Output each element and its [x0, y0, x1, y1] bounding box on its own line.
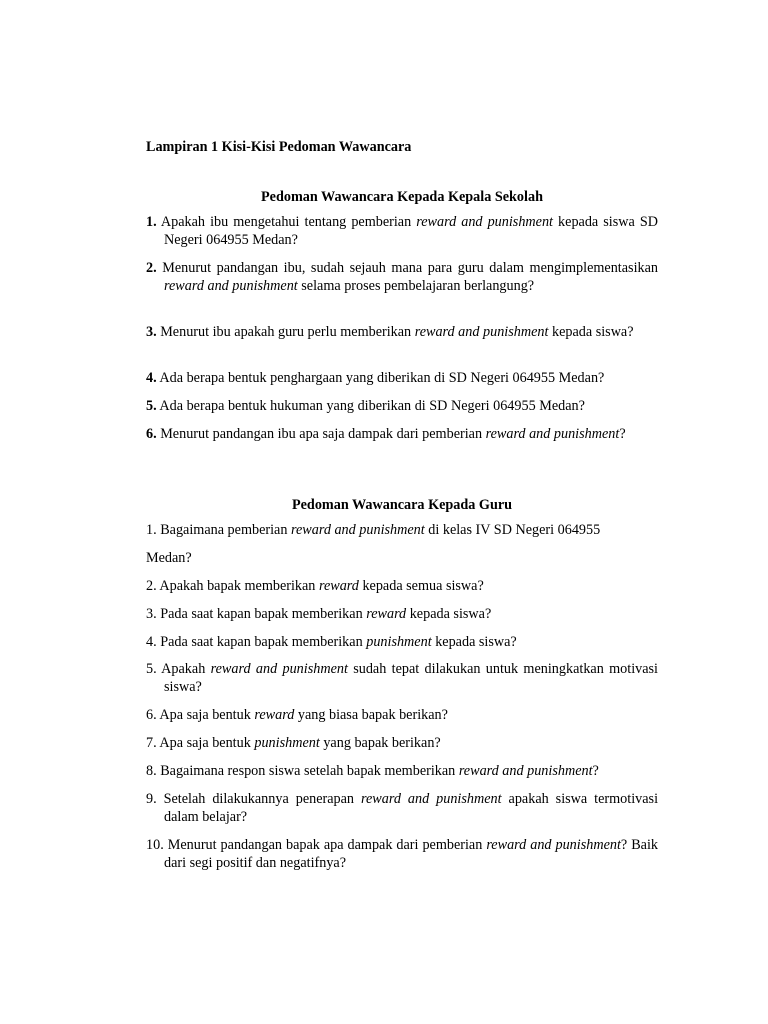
section-heading-teacher: Pedoman Wawancara Kepada Guru: [291, 497, 513, 513]
teacher-question-3: 3. Pada saat kapan bapak memberikan reward kepada siswa?: [146, 606, 492, 622]
document-title: Lampiran 1 Kisi-Kisi Pedoman Wawancara: [146, 139, 412, 155]
teacher-question-1: 1. Bagaimana pemberian reward and punishment di kelas IV SD Negeri 064955: [146, 522, 601, 538]
teacher-question-5: 5. Apakah reward and punishment sudah tepat dilakukan untuk meningkatkan motivasi siswa?: [146, 661, 658, 695]
teacher-question-1-continued: Medan?: [146, 550, 192, 566]
principal-question-2: 2. Menurut pandangan ibu, sudah sejauh mana para guru dalam mengimplementasikan reward and punishment selama proses pembelajaran berlangung?: [146, 260, 658, 294]
teacher-question-4: 4. Pada saat kapan bapak memberikan punishment kepada siswa?: [146, 634, 517, 650]
principal-question-6: 6. Menurut pandangan ibu apa saja dampak dari pemberian reward and punishment?: [146, 426, 626, 442]
teacher-question-9: 9. Setelah dilakukannya penerapan reward and punishment apakah siswa termotivasi dalam belajar?: [146, 791, 659, 825]
principal-question-1: 1. Apakah ibu mengetahui tentang pemberian reward and punishment kepada siswa SD Negeri 064955 Medan?: [146, 214, 658, 248]
section-heading-principal: Pedoman Wawancara Kepada Kepala Sekolah: [261, 189, 543, 205]
principal-question-5: 5. Ada berapa bentuk hukuman yang diberikan di SD Negeri 064955 Medan?: [146, 398, 585, 414]
teacher-question-2: 2. Apakah bapak memberikan reward kepada semua siswa?: [146, 578, 484, 594]
teacher-question-7: 7. Apa saja bentuk punishment yang bapak berikan?: [146, 735, 441, 751]
teacher-question-6: 6. Apa saja bentuk reward yang biasa bapak berikan?: [146, 707, 448, 723]
teacher-question-10: 10. Menurut pandangan bapak apa dampak dari pemberian reward and punishment? Baik dari segi positif dan negatifnya?: [146, 837, 658, 871]
principal-question-4: 4. Ada berapa bentuk penghargaan yang diberikan di SD Negeri 064955 Medan?: [146, 370, 605, 386]
teacher-question-8: 8. Bagaimana respon siswa setelah bapak memberikan reward and punishment?: [146, 763, 599, 779]
principal-question-3: 3. Menurut ibu apakah guru perlu memberikan reward and punishment kepada siswa?: [146, 324, 634, 340]
